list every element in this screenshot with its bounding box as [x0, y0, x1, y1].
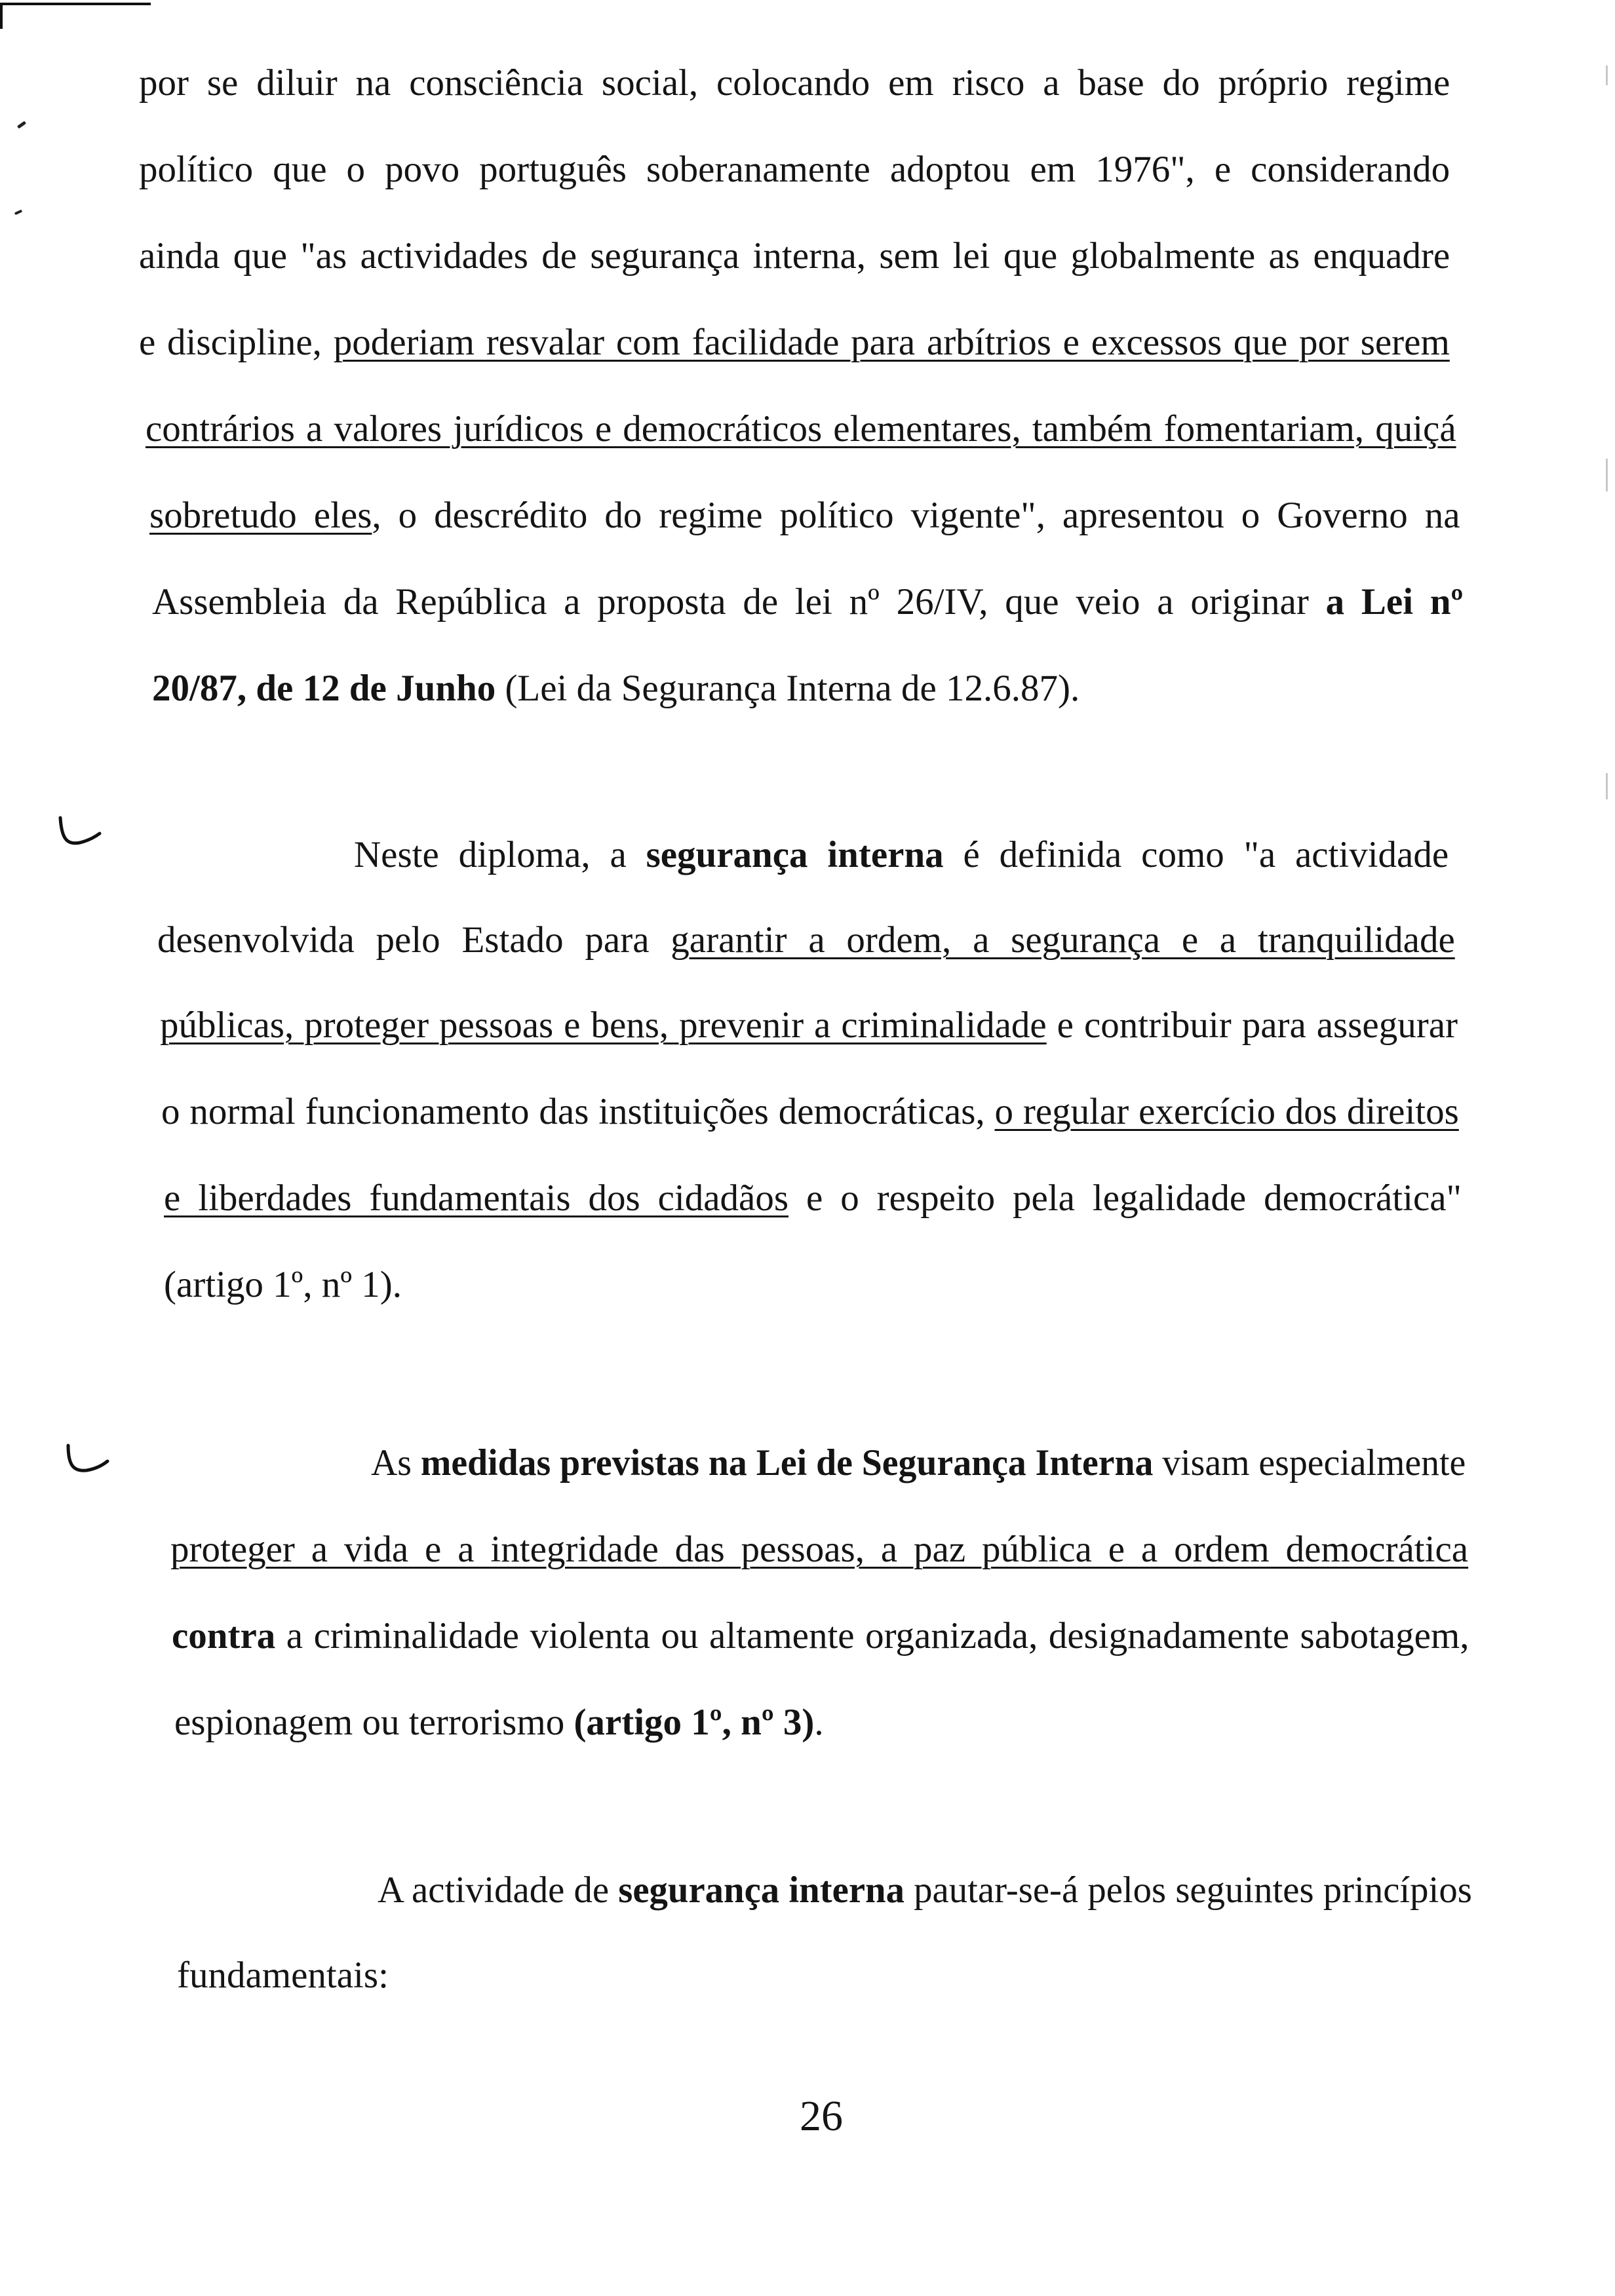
- text-line: [139, 233, 1450, 279]
- underlined-text: sobretudo eles: [149, 495, 372, 536]
- scan-speck: [14, 210, 23, 216]
- text-run: ainda que "as actividades de segurança interna, sem lei que globalmente as enquadre: [139, 235, 1450, 277]
- underlined-text: contrários a valores jurídicos e democráticos elementares, também fomentariam, quiçá: [146, 408, 1456, 450]
- text-run: político que o povo português soberanamente adoptou em 1976", e considerando: [139, 149, 1450, 190]
- text-line: [160, 1003, 1458, 1048]
- text-run: , o descrédito do regime político vigente", apresentou o Governo na: [372, 495, 1460, 536]
- text-run: As: [371, 1442, 421, 1483]
- underlined-text: poderiam resvalar com facilidade para arbítrios e excessos que por serem: [333, 322, 1450, 363]
- scan-edge-rule: [0, 3, 151, 5]
- margin-hook-mark: [62, 1442, 114, 1481]
- scan-edge-tick: [0, 3, 3, 29]
- scan-speck: [1606, 459, 1608, 491]
- underlined-text: o regular exercício dos direitos: [994, 1091, 1459, 1132]
- text-line: [174, 1700, 824, 1746]
- text-run: (Lei da Segurança Interna de 12.6.87).: [496, 668, 1080, 709]
- bold-text: medidas previstas na Lei de Segurança Interna: [420, 1442, 1154, 1483]
- text-run: Neste diploma, a: [354, 834, 646, 875]
- text-run: visam especialmente: [1153, 1442, 1466, 1483]
- underlined-text: e liberdades fundamentais dos cidadãos: [164, 1177, 789, 1219]
- text-line: [139, 147, 1450, 193]
- bold-text: contra: [172, 1615, 276, 1656]
- text-run: e discipline,: [139, 322, 334, 363]
- bold-text: 20/87, de 12 de Junho: [152, 668, 496, 709]
- text-line: [152, 666, 1080, 712]
- text-line: [371, 1440, 1466, 1486]
- bold-text: a Lei nº: [1325, 581, 1464, 622]
- page-number: 26: [800, 2092, 843, 2140]
- text-line: [149, 493, 1460, 539]
- scan-speck: [1606, 66, 1608, 85]
- text-line: [164, 1262, 402, 1308]
- text-run: pautar-se-á pelos seguintes princípios: [904, 1869, 1472, 1911]
- text-line: [139, 320, 1450, 366]
- bold-text: (artigo 1º, nº 3): [574, 1702, 815, 1743]
- text-line: [164, 1176, 1462, 1221]
- text-line: [354, 832, 1449, 878]
- text-line: [146, 406, 1456, 452]
- text-run: e contribuir para assegurar: [1046, 1004, 1458, 1046]
- underlined-text: proteger a vida e a integridade das pessoas, a paz pública e a ordem democrática: [170, 1529, 1469, 1570]
- text-run: .: [814, 1702, 824, 1743]
- text-run: (artigo 1º, nº 1).: [164, 1264, 402, 1305]
- text-run: é definida como "a actividade: [943, 834, 1449, 875]
- scan-speck: [1606, 773, 1608, 799]
- text-line: [161, 1089, 1459, 1135]
- text-run: fundamentais:: [177, 1955, 389, 1996]
- text-run: A actividade de: [378, 1869, 619, 1911]
- text-line: [157, 917, 1455, 963]
- text-run: e o respeito pela legalidade democrática": [788, 1177, 1462, 1219]
- text-line: [177, 1953, 389, 1999]
- scan-speck: [17, 121, 26, 128]
- underlined-text: garantir a ordem, a segurança e a tranquilidade: [671, 919, 1455, 961]
- bold-text: segurança interna: [646, 834, 944, 875]
- text-run: desenvolvida pelo Estado para: [157, 919, 671, 961]
- underlined-text: públicas, proteger pessoas e bens, prevenir a criminalidade: [160, 1004, 1047, 1046]
- text-line: [139, 60, 1450, 106]
- text-line: [170, 1527, 1468, 1573]
- text-line: [378, 1867, 1472, 1913]
- bold-text: segurança interna: [618, 1869, 905, 1911]
- text-run: o normal funcionamento das instituições democráticas,: [161, 1091, 995, 1132]
- text-run: a criminalidade violenta ou altamente organizada, designadamente sabotagem,: [275, 1615, 1469, 1656]
- text-line: [172, 1613, 1469, 1659]
- text-run: espionagem ou terrorismo: [174, 1702, 574, 1743]
- text-run: por se diluir na consciência social, colocando em risco a base do próprio regime: [139, 62, 1450, 104]
- text-run: Assembleia da República a proposta de lei nº 26/IV, que veio a originar: [152, 581, 1326, 622]
- text-line: [152, 579, 1463, 625]
- margin-hook-mark: [54, 813, 106, 852]
